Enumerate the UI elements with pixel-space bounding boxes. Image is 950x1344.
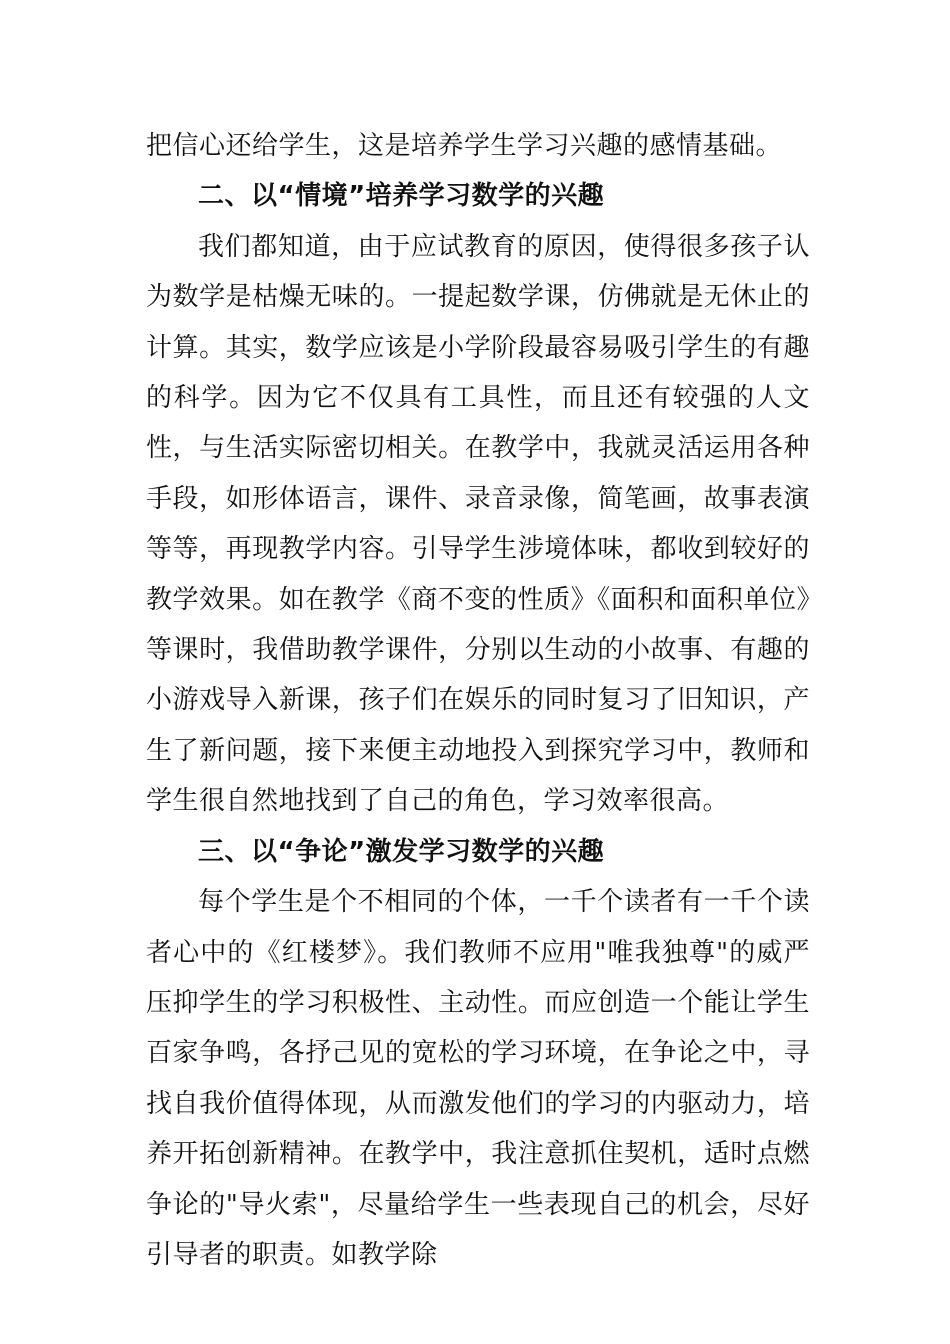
paragraph-debate: 每个学生是个不相同的个体，一千个读者有一千个读者心中的《红楼梦》。我们教师不应用"唯我独尊"的威严压抑学生的学习积极性、主动性。而应创造一个能让学生百家争鸣，各抒己见的宽松的学习环境，在争论之中，寻找自我价值得体现，从而激发他们的学习的内驱动力，培养开拓创新精神。在教学中，我注意抓住契机，适时点燃争论的"导火索"，尽量给学生一些表现自己的机会，尽好引导者的职责。如教学除 [146, 887, 810, 1270]
document-body [146, 121, 810, 1280]
paragraph-situation: 我们都知道，由于应试教育的原因，使得很多孩子认为数学是枯燥无味的。一提起数学课，仿佛就是无休止的计算。其实，数学应该是小学阶段最容易吸引学生的有趣的科学。因为它不仅具有工具性，而且还有较强的人文性，与生活实际密切相关。在教学中，我就灵活运用各种手段，如形体语言，课件、录音录像，简笔画，故事表演等等，再现教学内容。引导学生涉境体味，都收到较好的教学效果。如在教学《商不变的性质》《面积和面积单位》等课时，我借助教学课件，分别以生动的小故事、有趣的小游戏导入新课，孩子们在娱乐的同时复习了旧知识，产生了新问题，接下来便主动地投入到探究学习中，教师和学生很自然地找到了自己的角色，学习效率很高。 [146, 231, 810, 817]
section-heading-situation: 二、以“情境”培养学习数学的兴趣 [198, 181, 605, 212]
section-heading-debate: 三、以“争论”激发学习数学的兴趣 [198, 836, 605, 867]
paragraph-continuation: 把信心还给学生，这是培养学生学习兴趣的感情基础。 [146, 131, 783, 161]
